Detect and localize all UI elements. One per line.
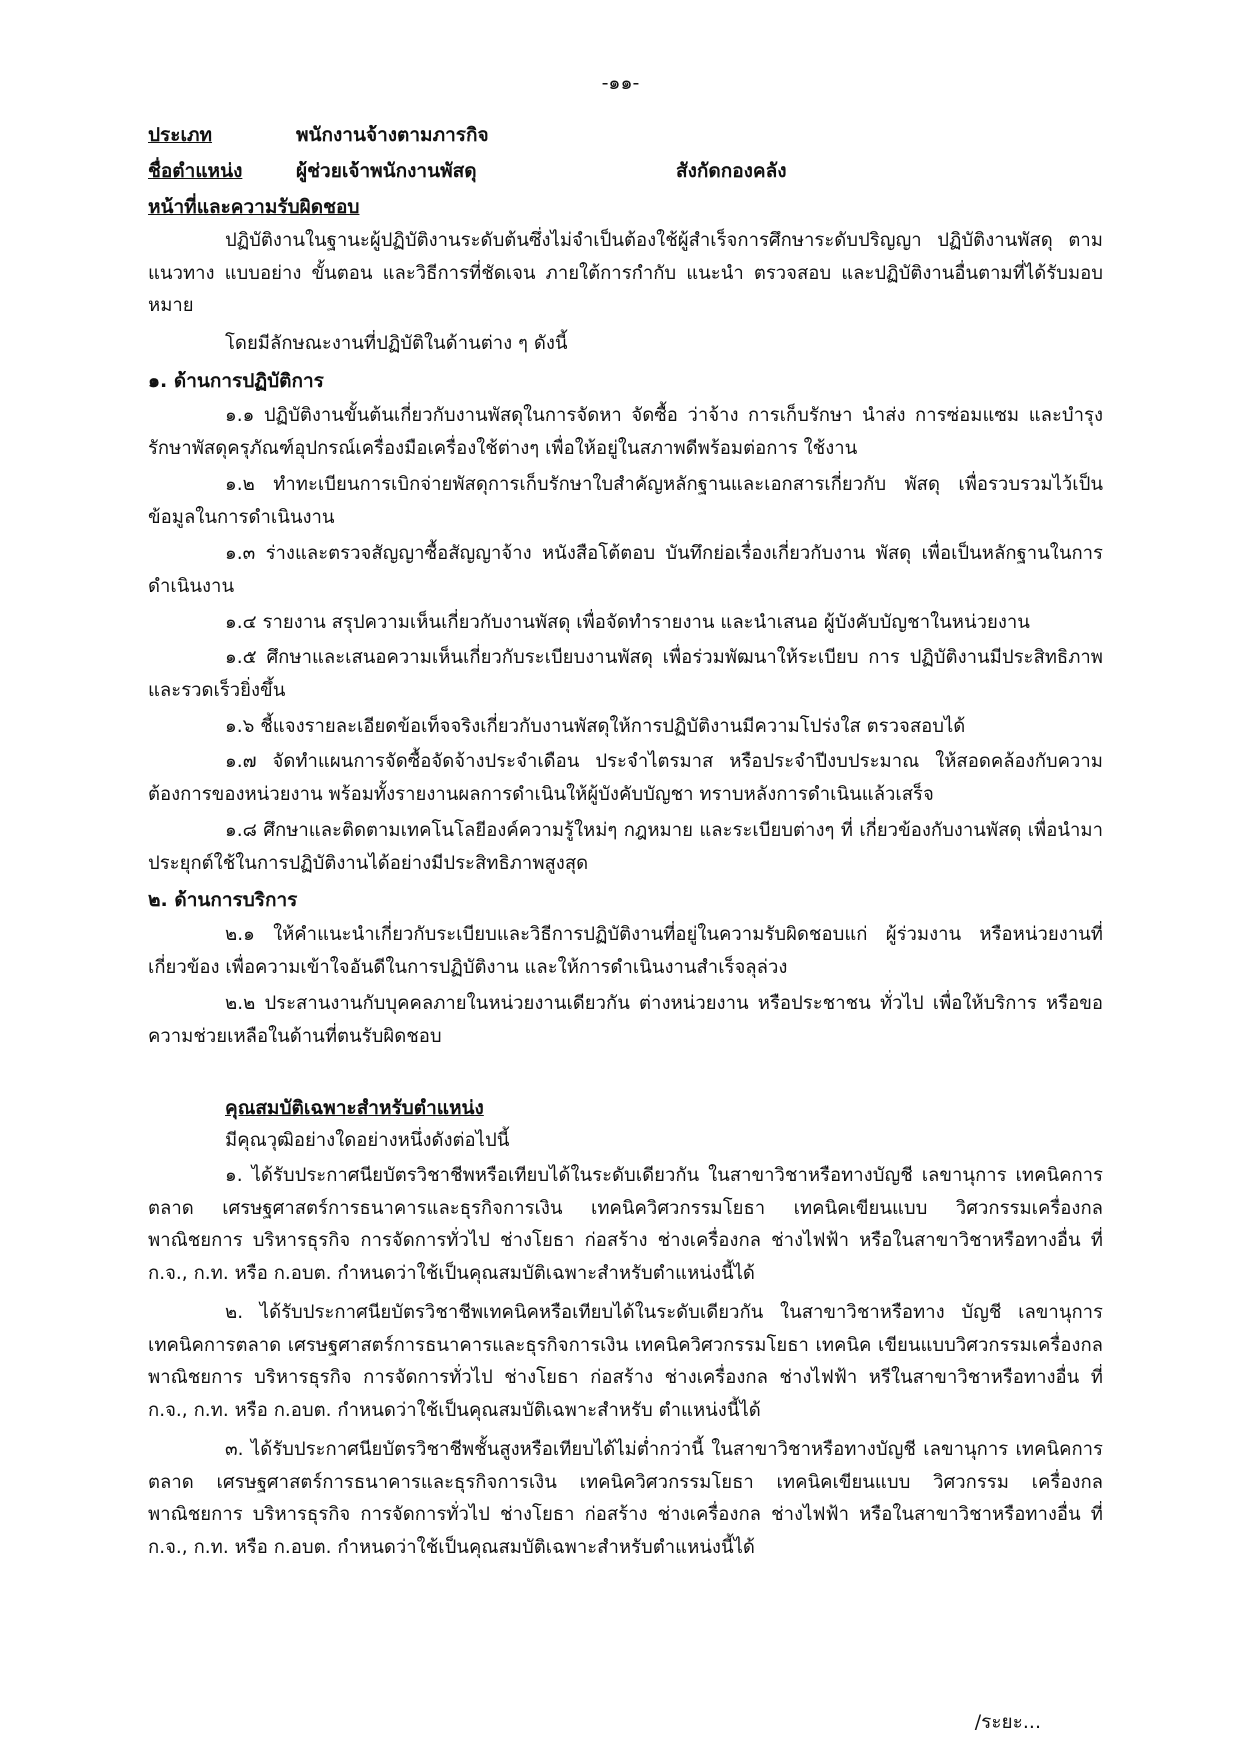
- department: สังกัดกองคลัง: [676, 160, 787, 182]
- list-item: ๑.๑ ปฏิบัติงานขั้นต้นเกี่ยวกับงานพัสดุในการจัดหา จัดซื้อ ว่าจ้าง การเก็บรักษา นำส่ง การซ่อมแซม และบำรุงรักษาพัสดุครุภัณฑ์อุปกรณ์เครื่องมือเครื่องใช้ต่างๆ เพื่อให้อยู่ในสภาพดีพร้อมต่อการ ใช้งาน: [148, 405, 1103, 459]
- duties-heading: หน้าที่และความรับผิดชอบ: [148, 196, 360, 218]
- position-row: [148, 156, 787, 186]
- qualification-item: ๓. ได้รับประกาศนียบัตรวิชาชีพชั้นสูงหรือเทียบได้ไม่ต่ำกว่านี้ ในสาขาวิชาหรือทางบัญชี เลขานุการ เทคนิคการตลาด เศรษฐศาสตร์การธนาคารและธุรกิจการเงิน เทคนิควิศวกรรมโยธา เทคนิคเขียนแบบ วิศวกรรม เครื่องกล พาณิชยการ บริหารธุรกิจ การจัดการทั่วไป ช่างโยธา ก่อสร้าง ช่างเครื่องกล ช่างไฟฟ้า หรือในสาขาวิชาหรือทางอื่น ที่ ก.จ., ก.ท. หรือ ก.อบต. กำหนดว่าใช้เป็นคุณสมบัติเฉพาะสำหรับตำแหน่งนี้ได้: [148, 1439, 1103, 1558]
- list-item: ๒.๑ ให้คำแนะนำเกี่ยวกับระเบียบและวิธีการปฏิบัติงานที่อยู่ในความรับผิดชอบแก่ ผู้ร่วมงาน หรือหน่วยงานที่เกี่ยวข้อง เพื่อความเข้าใจอันดีในการปฏิบัติงาน และให้การดำเนินงานสำเร็จลุล่วง: [148, 924, 1103, 978]
- position-value: ผู้ช่วยเจ้าพนักงานพัสดุ: [296, 160, 477, 182]
- continuation-marker: /ระยะ...: [974, 1711, 1041, 1733]
- qualifications-intro: มีคุณวุฒิอย่างใดอย่างหนึ่งดังต่อไปนี้: [225, 1130, 510, 1151]
- position-label: ชื่อตำแหน่ง: [148, 160, 243, 182]
- type-value: พนักงานจ้างตามภารกิจ: [296, 124, 489, 146]
- list-item: ๑.๖ ชี้แจงรายละเอียดข้อเท็จจริงเกี่ยวกับงานพัสดุให้การปฏิบัติงานมีความโปร่งใส ตรวจสอบได้: [225, 716, 966, 737]
- list-item: ๑.๕ ศึกษาและเสนอความเห็นเกี่ยวกับระเบียบงานพัสดุ เพื่อร่วมพัฒนาให้ระเบียบ การ ปฏิบัติงานมีประสิทธิภาพและรวดเร็วยิ่งขึ้น: [148, 647, 1103, 701]
- intro-paragraph: ปฏิบัติงานในฐานะผู้ปฏิบัติงานระดับต้นซึ่งไม่จำเป็นต้องใช้ผู้สำเร็จการศึกษาระดับปริญญา ปฏิบัติงานพัสดุ ตามแนวทาง แบบอย่าง ขั้นตอน และวิธีการที่ชัดเจน ภายใต้การกำกับ แนะนำ ตรวจสอบ และปฏิบัติงานอื่นตามที่ได้รับมอบหมาย: [148, 230, 1103, 316]
- list-item: ๑.๘ ศึกษาและติดตามเทคโนโลยีองค์ความรู้ใหม่ๆ กฎหมาย และระเบียบต่างๆ ที่ เกี่ยวข้องกับงานพัสดุ เพื่อนำมาประยุกต์ใช้ในการปฏิบัติงานได้อย่างมีประสิทธิภาพสูงสุด: [148, 820, 1103, 874]
- intro-paragraph-2: โดยมีลักษณะงานที่ปฏิบัติในด้านต่าง ๆ ดังนี้: [225, 333, 568, 354]
- qualification-item: ๒. ได้รับประกาศนียบัตรวิชาชีพเทคนิคหรือเทียบได้ในระดับเดียวกัน ในสาขาวิชาหรือทาง บัญชี เลขานุการ เทคนิคการตลาด เศรษฐศาสตร์การธนาคารและธุรกิจการเงิน เทคนิควิศวกรรมโยธา เทคนิค เขียนแบบวิศวกรรมเครื่องกล พาณิชยการ บริหารธุรกิจ การจัดการทั่วไป ช่างโยธา ก่อสร้าง ช่างเครื่องกล ช่างไฟฟ้า หรีในสาขาวิชาหรือทางอื่น ที่ ก.จ., ก.ท. หรือ ก.อบต. กำหนดว่าใช้เป็นคุณสมบัติเฉพาะสำหรับ ตำแหน่งนี้ได้: [148, 1302, 1103, 1421]
- qualification-item: ๑. ได้รับประกาศนียบัตรวิชาชีพหรือเทียบได้ในระดับเดียวกัน ในสาขาวิชาหรือทางบัญชี เลขานุการ เทคนิคการตลาด เศรษฐศาสตร์การธนาคารและธุรกิจการเงิน เทคนิควิศวกรรมโยธา เทคนิคเขียนแบบ วิศวกรรมเครื่องกล พาณิชยการ บริหารธุรกิจ การจัดการทั่วไป ช่างโยธา ก่อสร้าง ช่างเครื่องกล ช่างไฟฟ้า หรือในสาขาวิชาหรือทางอื่น ที่ ก.จ., ก.ท. หรือ ก.อบต. กำหนดว่าใช้เป็นคุณสมบัติเฉพาะสำหรับตำแหน่งนี้ได้: [148, 1165, 1103, 1284]
- qualifications-title: คุณสมบัติเฉพาะสำหรับตำแหน่ง: [225, 1097, 484, 1119]
- list-item: ๒.๒ ประสานงานกับบุคคลภายในหน่วยงานเดียวกัน ต่างหน่วยงาน หรือประชาชน ทั่วไป เพื่อให้บริการ หรือขอความช่วยเหลือในด้านที่ตนรับผิดชอบ: [148, 993, 1103, 1047]
- list-item: ๑.๔ รายงาน สรุปความเห็นเกี่ยวกับงานพัสดุ เพื่อจัดทำรายงาน และนำเสนอ ผู้บังคับบัญชาในหน่วยงาน: [225, 612, 1030, 633]
- page-number: -๑๑-: [601, 72, 640, 94]
- list-item: ๑.๗ จัดทำแผนการจัดซื้อจัดจ้างประจำเดือน ประจำไตรมาส หรือประจำปีงบประมาณ ให้สอดคล้องกับความต้องการของหน่วยงาน พร้อมทั้งรายงานผลการดำเนินให้ผู้บังคับบัญชา ทราบหลังการดำเนินแล้วเสร็จ: [148, 751, 1103, 805]
- type-label: ประเภท: [148, 124, 213, 146]
- list-item: ๑.๒ ทำทะเบียนการเบิกจ่ายพัสดุการเก็บรักษาใบสำคัญหลักฐานและเอกสารเกี่ยวกับ พัสดุ เพื่อรวบรวมไว้เป็นข้อมูลในการดำเนินงาน: [148, 474, 1103, 528]
- type-row: [148, 120, 489, 150]
- section-2-title: ๒. ด้านการบริการ: [148, 889, 298, 911]
- list-item: ๑.๓ ร่างและตรวจสัญญาซื้อสัญญาจ้าง หนังสือโต้ตอบ บันทึกย่อเรื่องเกี่ยวกับงาน พัสดุ เพื่อเป็นหลักฐานในการดำเนินงาน: [148, 543, 1103, 597]
- section-1-title: ๑. ด้านการปฏิบัติการ: [148, 370, 324, 392]
